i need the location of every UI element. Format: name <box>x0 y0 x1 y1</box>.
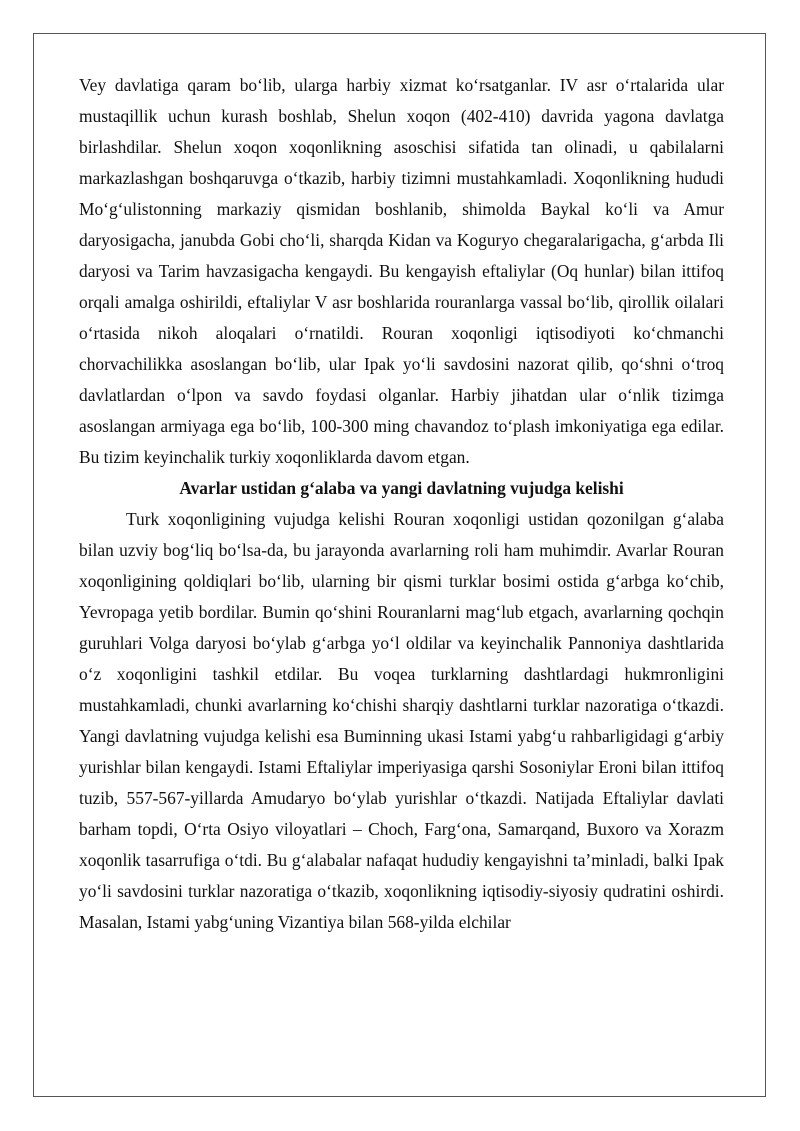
paragraph-main: Turk xoqonligining vujudga kelishi Rouran xoqonligi ustidan qozonilgan gʻalaba bilan uzviy bogʻliq boʻlsa-da, bu jarayonda avarlarning roli ham muhimdir. Avarlar Rouran xoqonligining qoldiqlari boʻlib, ularning bir qismi turklar bosimi ostida gʻarbga koʻchib, Yevropaga yetib bordilar. Bumin qoʻshini Rouranlarni magʻlub etgach, avarlarning qochqin guruhlari Volga daryosi boʻylab gʻarbga yoʻl oldilar va keyinchalik Pannoniya dashtlarida oʻz xoqonligini tashkil etdilar. Bu voqea turklarning dashtlardagi hukmronligini mustahkamladi, chunki avarlarning koʻchishi sharqiy dashtlarni turklar nazoratiga oʻtkazdi. Yangi davlatning vujudga kelishi esa Buminning ukasi Istami yabgʻu rahbarligidagi gʻarbiy yurishlar bilan kengaydi. Istami Eftaliylar imperiyasiga qarshi Sosoniylar Eroni bilan ittifoq tuzib, 557-567-yillarda Amudaryo boʻylab yurishlar oʻtkazdi. Natijada Eftaliylar davlati barham topdi, Oʻrta Osiyo viloyatlari – Choch, Fargʻona, Samarqand, Buxoro va Xorazm xoqonlik tasarrufiga oʻtdi. Bu gʻalabalar nafaqat hududiy kengayishni taʼminladi, balki Ipak yoʻli savdosini turklar nazoratiga oʻtkazib, xoqonlikning iqtisodiy-siyosiy qudratini oshirdi. Masalan, Istami yabgʻuning Vizantiya bilan 568-yilda elchilar <box>79 509 724 932</box>
section-heading: Avarlar ustidan gʻalaba va yangi davlatning vujudga kelishi <box>179 478 624 498</box>
document-body <box>79 70 724 938</box>
paragraph-continuation: Vey davlatiga qaram boʻlib, ularga harbiy xizmat koʻrsatganlar. IV asr oʻrtalarida ular mustaqillik uchun kurash boshlab, Shelun xoqon (402-410) davrida yagona davlatga birlashdilar. Shelun xoqon xoqonlikning asoschisi sifatida tan olinadi, u qabilalarni markazlashgan boshqaruvga oʻtkazib, harbiy tizimni mustahkamladi. Xoqonlikning hududi Moʻgʻulistonning markaziy qismidan boshlanib, shimolda Baykal koʻli va Amur daryosigacha, janubda Gobi choʻli, sharqda Kidan va Koguryo chegaralarigacha, gʻarbda Ili daryosi va Tarim havzasigacha kengaydi. Bu kengayish eftaliylar (Oq hunlar) bilan ittifoq orqali amalga oshirildi, eftaliylar V asr boshlarida rouranlarga vassal boʻlib, qirollik oilalari oʻrtasida nikoh aloqalari oʻrnatildi. Rouran xoqonligi iqtisodiyoti koʻchmanchi chorvachilikka asoslangan boʻlib, ular Ipak yoʻli savdosini nazorat qilib, qoʻshni oʻtroq davlatlardan oʻlpon va savdo foydasi olganlar. Harbiy jihatdan ular oʻnlik tizimga asoslangan armiyaga ega boʻlib, 100-300 ming chavandoz toʻplash imkoniyatiga ega edilar. Bu tizim keyinchalik turkiy xoqonliklarda davom etgan. <box>79 75 724 467</box>
